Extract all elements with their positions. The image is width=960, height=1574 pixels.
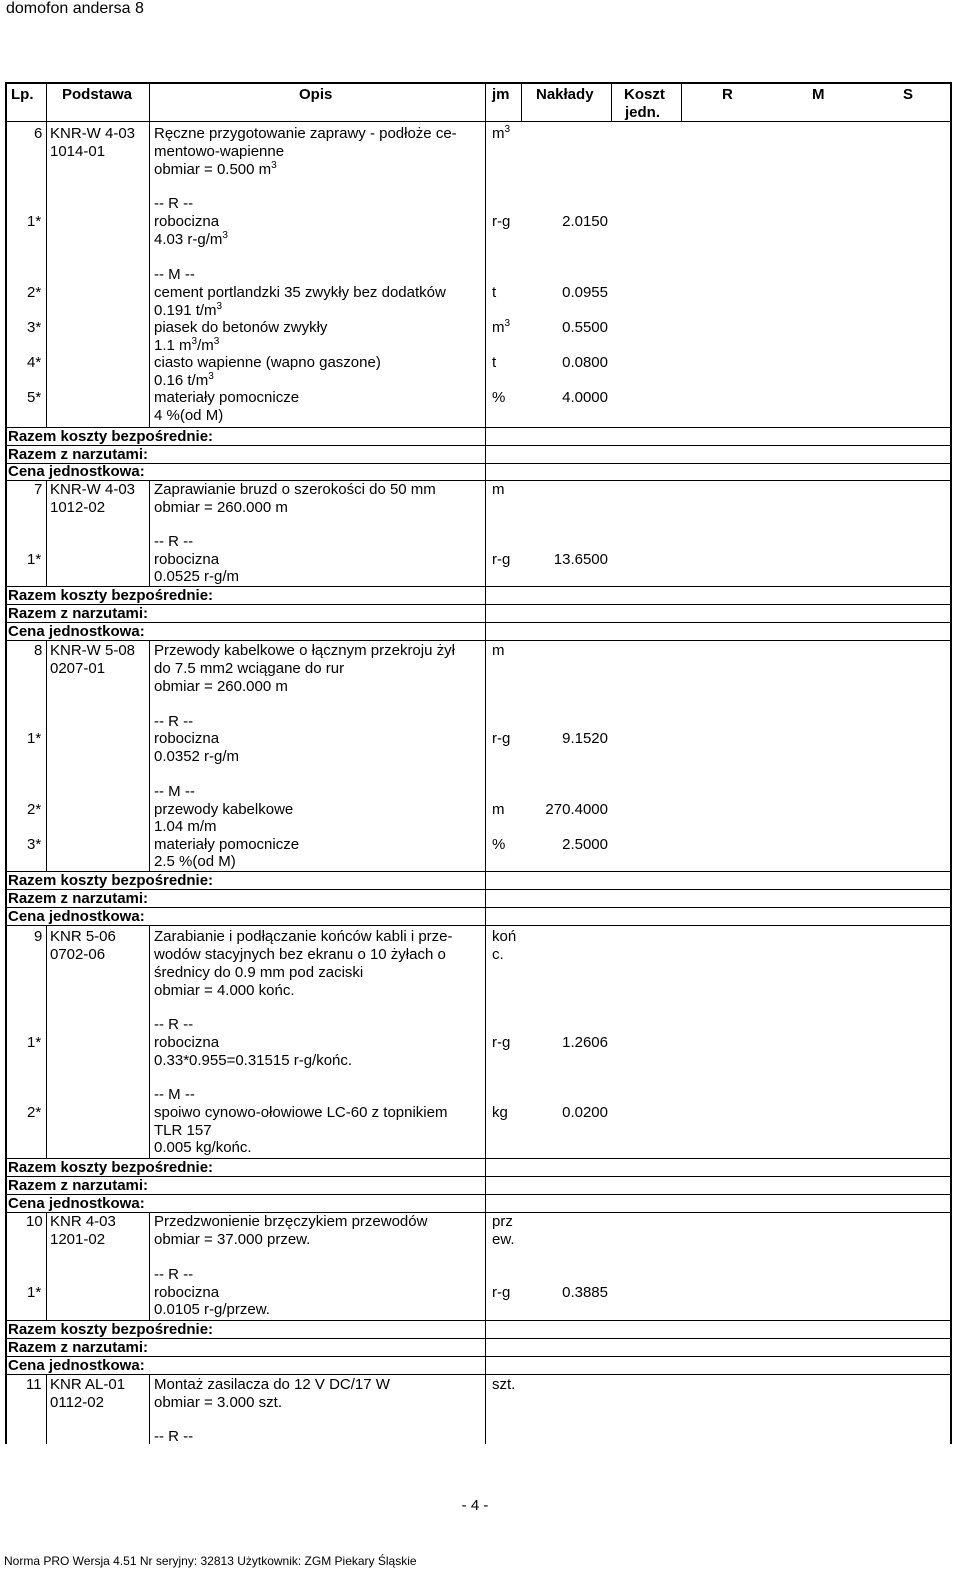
item-basis-code: 1014-01: [50, 143, 106, 160]
row-border: [5, 640, 951, 641]
item-description: Ręczne przygotowanie zaprawy - podłoże ce-: [154, 125, 457, 142]
resource-norm: 0.005 kg/końc.: [154, 1139, 252, 1156]
col-divider: [46, 1212, 47, 1320]
resource-norm: 1.1 $m^3/m^3$: [154, 336, 220, 354]
resource-lp: 1*: [27, 1284, 42, 1301]
item-description: do 7.5 mm2 wciągane do rur: [154, 660, 345, 677]
item-description: Zarabianie i podłączanie końców kabli i prze-: [154, 928, 453, 945]
item-basis-code: 0702-06: [50, 946, 106, 963]
item-basis: KNR 4-03: [50, 1213, 116, 1230]
resource-norm: 0.191 $t/m^3$: [154, 301, 223, 319]
col-divider: [611, 82, 612, 121]
resource-unit: r-g: [492, 213, 511, 230]
section-r-label: -- R --: [154, 1428, 194, 1445]
resource-value: 0.0200: [562, 1104, 608, 1121]
unit-price-label: Cena jednostkowa:: [8, 1357, 145, 1374]
col-divider: [46, 82, 47, 121]
resource-lp: 1*: [27, 1034, 42, 1051]
resource-norm: 0.0352 r-g/m: [154, 748, 240, 765]
section-m-label: -- M --: [154, 1086, 195, 1103]
total-with-markups-label: Razem z narzutami:: [8, 605, 149, 622]
resource-lp: 2*: [27, 284, 42, 301]
header-podstawa: Podstawa: [62, 86, 133, 103]
resource-norm: 0.0105 r-g/przew.: [154, 1301, 270, 1318]
total-direct-costs-label: Razem koszty bezpośrednie:: [8, 1159, 214, 1176]
header-bottom-border: [5, 121, 951, 122]
section-r-label: -- R --: [154, 1266, 194, 1283]
resource-unit: t: [492, 354, 497, 371]
item-basis-code: 1201-02: [50, 1231, 106, 1248]
resource-value: 270.4000: [545, 801, 608, 818]
resource-value: 0.0800: [562, 354, 608, 371]
resource-name: materiały pomocnicze: [154, 389, 300, 406]
section-r-label: -- R --: [154, 195, 194, 212]
col-divider: [485, 871, 486, 925]
header-naklady: Nakłady: [536, 86, 594, 103]
item-basis: KNR 5-06: [50, 928, 116, 945]
resource-norm: 1.04 m/m: [154, 818, 217, 835]
page-title: domofon andersa 8: [6, 0, 144, 17]
resource-norm: 2.5 %(od M): [154, 853, 236, 870]
item-description: mentowo-wapienne: [154, 143, 285, 160]
resource-value: 0.0955: [562, 284, 608, 301]
resource-name: robocizna: [154, 730, 220, 747]
item-quantity: obmiar = 37.000 przew.: [154, 1231, 311, 1248]
row-border: [5, 1212, 951, 1213]
item-unit: m: [492, 642, 505, 659]
item-basis: KNR AL-01: [50, 1376, 126, 1393]
resource-name: robocizna: [154, 1034, 220, 1051]
resource-norm: 4.03 $r-g/m^3$: [154, 230, 228, 248]
row-border: [5, 1374, 951, 1375]
item-unit: c.: [492, 946, 504, 963]
total-with-markups-label: Razem z narzutami:: [8, 1339, 149, 1356]
resource-value: 2.0150: [562, 213, 608, 230]
total-direct-costs-label: Razem koszty bezpośrednie:: [8, 1321, 214, 1338]
item-unit: koń: [492, 928, 517, 945]
col-divider: [485, 1212, 486, 1320]
col-divider: [46, 640, 47, 871]
footer-info: Norma PRO Wersja 4.51 Nr seryjny: 32813 Użytkownik: ZGM Piekary Śląskie: [4, 1554, 417, 1568]
unit-price-label: Cena jednostkowa:: [8, 1195, 145, 1212]
page-number: - 4 -: [461, 1497, 489, 1514]
col-divider: [149, 640, 150, 871]
resource-lp: 3*: [27, 836, 42, 853]
resource-unit: r-g: [492, 730, 511, 747]
resource-lp: 4*: [27, 354, 42, 371]
item-unit: szt.: [492, 1376, 516, 1393]
col-divider: [681, 82, 682, 121]
resource-name: przewody kabelkowe: [154, 801, 294, 818]
header-s: S: [903, 86, 914, 103]
item-quantity: obmiar = 260.000 m: [154, 678, 288, 695]
item-basis-code: 0112-02: [50, 1394, 104, 1411]
resource-lp: 2*: [27, 801, 42, 818]
section-r-label: -- R --: [154, 533, 194, 550]
item-lp: 10: [26, 1213, 43, 1230]
col-divider: [485, 586, 486, 640]
total-direct-costs-label: Razem koszty bezpośrednie:: [8, 428, 214, 445]
resource-value: 9.1520: [562, 730, 608, 747]
resource-value: 13.6500: [553, 551, 608, 568]
total-with-markups-label: Razem z narzutami:: [8, 890, 149, 907]
item-lp: 8: [34, 642, 43, 659]
section-m-label: -- M --: [154, 783, 195, 800]
resource-unit: $m^3$: [492, 318, 511, 336]
resource-unit: kg: [492, 1104, 508, 1121]
resource-lp: 5*: [27, 389, 42, 406]
header-m: M: [812, 86, 825, 103]
item-lp: 9: [34, 928, 43, 945]
unit-price-label: Cena jednostkowa:: [8, 463, 145, 480]
header-lp: Lp.: [11, 86, 34, 103]
resource-value: 1.2606: [562, 1034, 608, 1051]
section-m-label: -- M --: [154, 266, 195, 283]
col-divider: [485, 82, 486, 121]
resource-unit: m: [492, 801, 505, 818]
col-divider: [149, 121, 150, 427]
col-divider: [149, 925, 150, 1158]
item-description: Zaprawianie bruzd o szerokości do 50 mm: [154, 481, 436, 498]
total-with-markups-label: Razem z narzutami:: [8, 446, 149, 463]
unit-price-label: Cena jednostkowa:: [8, 623, 145, 640]
item-quantity: obmiar = 4.000 końc.: [154, 982, 295, 999]
col-divider: [46, 925, 47, 1158]
resource-lp: 3*: [27, 319, 42, 336]
unit-price-label: Cena jednostkowa:: [8, 908, 145, 925]
col-divider: [149, 480, 150, 586]
header-r: R: [722, 86, 733, 103]
resource-name: materiały pomocnicze: [154, 836, 300, 853]
item-lp: 11: [26, 1376, 42, 1393]
resource-value: 4.0000: [562, 389, 608, 406]
table-top-border: [5, 82, 951, 84]
total-direct-costs-label: Razem koszty bezpośrednie:: [8, 872, 214, 889]
resource-lp: 1*: [27, 213, 42, 230]
resource-name: spoiwo cynowo-ołowiowe LC-60 z topnikiem: [154, 1104, 448, 1121]
resource-unit: r-g: [492, 1034, 511, 1051]
resource-name: cement portlandzki 35 zwykły bez dodatków: [154, 284, 446, 301]
item-unit: ew.: [492, 1231, 515, 1248]
col-divider: [149, 1374, 150, 1444]
col-divider: [521, 82, 522, 121]
item-description: Przewody kabelkowe o łącznym przekroju żył: [154, 642, 455, 659]
item-quantity: obmiar = 3.000 szt.: [154, 1394, 282, 1411]
col-divider: [485, 1320, 486, 1374]
item-lp: 7: [34, 481, 43, 498]
resource-norm: 0.33*0.955=0.31515 r-g/końc.: [154, 1052, 353, 1069]
resource-value: 2.5000: [562, 836, 608, 853]
resource-name: robocizna: [154, 1284, 220, 1301]
col-divider: [485, 640, 486, 871]
resource-unit: r-g: [492, 551, 511, 568]
resource-norm: 0.16 $t/m^3$: [154, 371, 214, 389]
resource-lp: 2*: [27, 1104, 42, 1121]
resource-unit: %: [492, 836, 506, 853]
col-divider: [46, 1374, 47, 1444]
item-description: Przedzwonienie brzęczykiem przewodów: [154, 1213, 428, 1230]
resource-value: 0.3885: [562, 1284, 608, 1301]
item-unit: $m^3$: [492, 124, 511, 142]
header-jm: jm: [492, 86, 510, 103]
resource-norm: 0.0525 r-g/m: [154, 568, 240, 585]
header-koszt: Koszt: [624, 86, 665, 103]
resource-name: robocizna: [154, 213, 220, 230]
item-basis: KNR-W 5-08: [50, 642, 136, 659]
resource-lp: 1*: [27, 730, 42, 747]
item-basis: KNR-W 4-03: [50, 125, 136, 142]
col-divider: [149, 82, 150, 121]
resource-name: robocizna: [154, 551, 220, 568]
item-description: wodów stacyjnych bez ekranu o 10 żyłach o: [154, 946, 446, 963]
resource-unit: r-g: [492, 1284, 511, 1301]
total-direct-costs-label: Razem koszty bezpośrednie:: [8, 587, 214, 604]
table-left-border: [5, 82, 7, 1444]
total-with-markups-label: Razem z narzutami:: [8, 1177, 149, 1194]
row-border: [5, 480, 951, 481]
item-basis-code: 1012-02: [50, 499, 106, 516]
col-divider: [149, 1212, 150, 1320]
resource-name: TLR 157: [154, 1122, 212, 1139]
item-quantity: obmiar = 260.000 m: [154, 499, 288, 516]
item-basis-code: 0207-01: [50, 660, 106, 677]
row-border: [5, 925, 951, 926]
item-quantity: obmiar = 0.500 $m^3$: [154, 160, 277, 178]
table-right-border: [950, 82, 952, 1444]
header-opis: Opis: [299, 86, 333, 103]
item-unit: m: [492, 481, 505, 498]
section-r-label: -- R --: [154, 713, 194, 730]
resource-name: ciasto wapienne (wapno gaszone): [154, 354, 381, 371]
resource-norm: 4 %(od M): [154, 407, 224, 424]
col-divider: [485, 1158, 486, 1212]
item-description: Montaż zasilacza do 12 V DC/17 W: [154, 1376, 390, 1393]
resource-unit: %: [492, 389, 506, 406]
col-divider: [485, 427, 486, 480]
col-divider: [485, 480, 486, 586]
col-divider: [485, 925, 486, 1158]
item-lp: 6: [34, 125, 43, 142]
resource-value: 0.5500: [562, 319, 608, 336]
item-description: średnicy do 0.9 mm pod zaciski: [154, 964, 364, 981]
resource-unit: t: [492, 284, 497, 301]
col-divider: [46, 121, 47, 427]
item-unit: prz: [492, 1213, 513, 1230]
header-jedn: jedn.: [625, 104, 661, 121]
col-divider: [46, 480, 47, 586]
col-divider: [485, 121, 486, 427]
resource-name: piasek do betonów zwykły: [154, 319, 328, 336]
section-r-label: -- R --: [154, 1016, 194, 1033]
item-basis: KNR-W 4-03: [50, 481, 136, 498]
col-divider: [485, 1374, 486, 1444]
resource-lp: 1*: [27, 551, 42, 568]
